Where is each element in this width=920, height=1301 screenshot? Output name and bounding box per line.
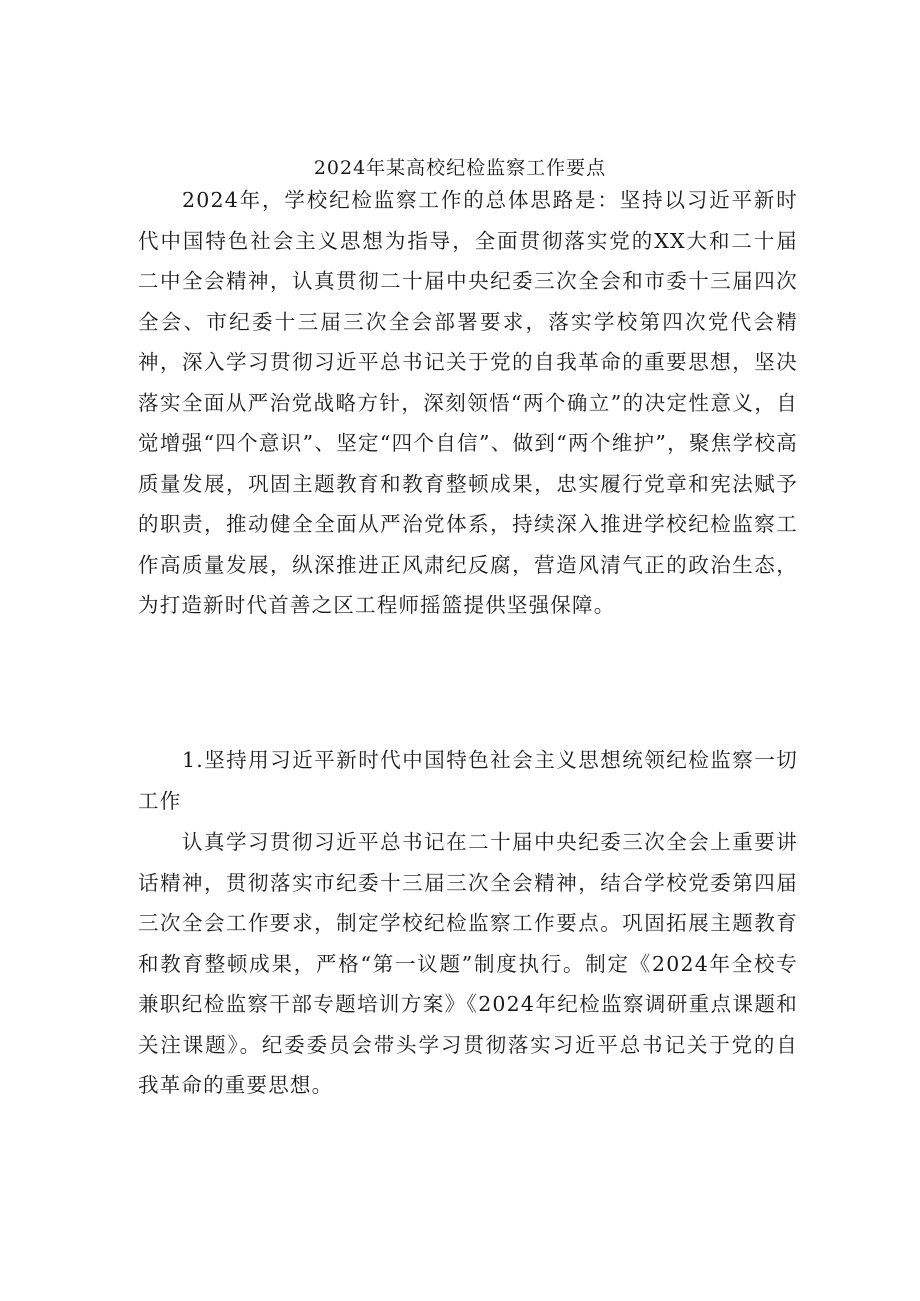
document-title: 2024年某高校纪检监察工作要点: [313, 157, 607, 179]
paragraph-overview: 2024年，学校纪检监察工作的总体思路是：坚持以习近平新时代中国特色社会主义思想为指导，全面贯彻落实党的XX大和二十届二中全会精神，认真贯彻二十届中央纪委三次全会和市委十三届四次全会、市纪委十三届三次全会部署要求，落实学校第四次党代会精神，深入学习贯彻习近平总书记关于党的自我革命的重要思想，坚决落实全面从严治党战略方针，深刻领悟“两个确立”的决定性意义，自觉增强“四个意识”、坚定“四个自信”、做到“两个维护”，聚焦学校高质量发展，巩固主题教育和教育整顿成果，忠实履行党章和宪法赋予的职责，推动健全全面从严治党体系，持续深入推进学校纪检监察工作高质量发展，纵深推进正风肃纪反腐，营造风清气正的政治生态，为打造新时代首善之区工程师摇篮提供坚强保障。: [138, 188, 798, 617]
paragraph-section-1: 认真学习贯彻习近平总书记在二十届中央纪委三次全会上重要讲话精神，贯彻落实市纪委十三届三次全会精神，结合学校党委第四届三次全会工作要求，制定学校纪检监察工作要点。巩固拓展主题教育和教育整顿成果，严格“第一议题”制度执行。制定《2024年全校专兼职纪检监察干部专题培训方案》《2024年纪检监察调研重点课题和关注课题》。纪委委员会带头学习贯彻落实习近平总书记关于党的自我革命的重要思想。: [138, 830, 798, 1097]
section-heading-1: 1.坚持用习近平新时代中国特色社会主义思想统领纪检监察一切工作: [138, 748, 798, 813]
